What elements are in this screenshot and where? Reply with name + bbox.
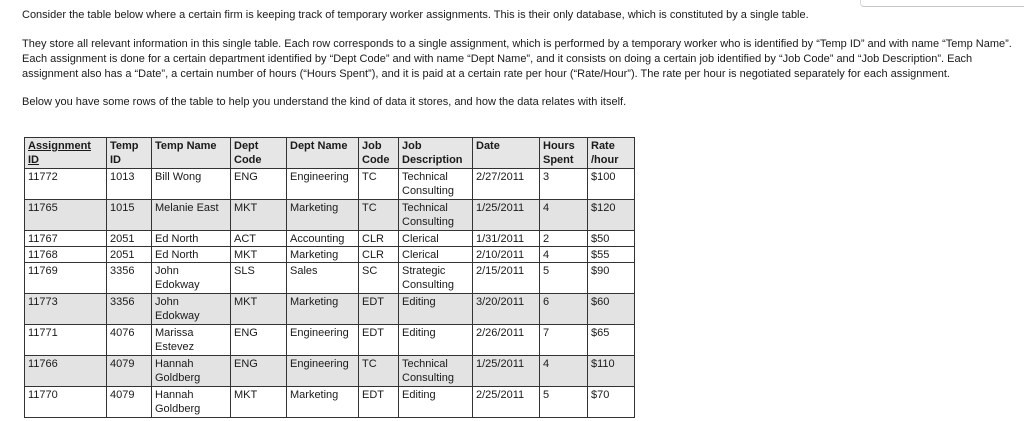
cell-job-code: TC <box>359 356 399 387</box>
cell-assignment-id: 11765 <box>25 200 107 231</box>
cell-job-description: Technical Consulting <box>399 200 473 231</box>
cell-assignment-id: 11772 <box>25 169 107 200</box>
table-row <box>25 169 635 200</box>
cell-hours-spent: 6 <box>540 294 588 325</box>
cell-job-description: Technical Consulting <box>399 356 473 387</box>
cell-temp-id: 3356 <box>107 294 152 325</box>
document-body <box>22 4 1012 110</box>
cell-rate-hour: $50 <box>588 231 635 247</box>
table-row <box>25 387 635 418</box>
cell-date: 3/20/2011 <box>473 294 540 325</box>
cell-dept-code: SLS <box>231 263 287 294</box>
cell-temp-id: 3356 <box>107 263 152 294</box>
header-rate-hour: Rate /hour <box>588 138 635 169</box>
cell-date: 1/25/2011 <box>473 356 540 387</box>
table-header-row <box>25 138 635 169</box>
header-dept-code: Dept Code <box>231 138 287 169</box>
cell-job-description: Clerical <box>399 231 473 247</box>
cell-rate-hour: $65 <box>588 325 635 356</box>
header-temp-name: Temp Name <box>152 138 231 169</box>
cell-assignment-id: 11768 <box>25 247 107 263</box>
table-row <box>25 294 635 325</box>
cell-temp-name: Bill Wong <box>152 169 231 200</box>
cell-job-code: EDT <box>359 387 399 418</box>
cell-hours-spent: 4 <box>540 356 588 387</box>
intro-paragraph-3: Below you have some rows of the table to help you understand the kind of data it stores, and how the data relates with itself. <box>22 96 627 108</box>
cell-dept-code: ENG <box>231 169 287 200</box>
cell-job-code: CLR <box>359 231 399 247</box>
header-hours-spent: Hours Spent <box>540 138 588 169</box>
cell-rate-hour: $70 <box>588 387 635 418</box>
cell-dept-name: Sales <box>287 263 359 294</box>
cell-dept-name: Marketing <box>287 247 359 263</box>
cell-rate-hour: $55 <box>588 247 635 263</box>
cell-assignment-id: 11766 <box>25 356 107 387</box>
cell-job-code: SC <box>359 263 399 294</box>
header-assignment-id: Assignment ID <box>25 138 107 169</box>
header-job-code: Job Code <box>359 138 399 169</box>
cell-dept-name: Marketing <box>287 387 359 418</box>
cell-hours-spent: 5 <box>540 387 588 418</box>
cell-dept-code: MKT <box>231 247 287 263</box>
cell-job-description: Editing <box>399 325 473 356</box>
cell-dept-name: Marketing <box>287 200 359 231</box>
cell-job-description: Editing <box>399 387 473 418</box>
cell-rate-hour: $120 <box>588 200 635 231</box>
cell-date: 2/26/2011 <box>473 325 540 356</box>
cell-rate-hour: $100 <box>588 169 635 200</box>
cell-assignment-id: 11767 <box>25 231 107 247</box>
table-row <box>25 356 635 387</box>
cell-temp-name: John Edokway <box>152 294 231 325</box>
cell-assignment-id: 11771 <box>25 325 107 356</box>
cell-temp-id: 1015 <box>107 200 152 231</box>
cell-date: 2/25/2011 <box>473 387 540 418</box>
cell-hours-spent: 5 <box>540 263 588 294</box>
cell-date: 1/25/2011 <box>473 200 540 231</box>
cell-date: 1/31/2011 <box>473 231 540 247</box>
cell-rate-hour: $110 <box>588 356 635 387</box>
cell-temp-name: Hannah Goldberg <box>152 356 231 387</box>
cell-job-description: Editing <box>399 294 473 325</box>
cell-temp-id: 4079 <box>107 356 152 387</box>
intro-paragraph-2: They store all relevant information in this single table. Each row corresponds to a single assignment, which is performed by a temporary worker who is identified by “Temp ID” and with name “Temp Name”. Each assignment is done for a certain department identified by “Dept Code” and with name “Dept Name”, and it consists on doing a certain job identified by “Job Code” and “Job Description”. Each assignment also has a “Date”, a certain number of hours (“Hours Spent”), and it is paid at a certain rate per hour (“Rate/Hour”). The rate per hour is negotiated separately for each assignment. <box>22 38 1012 80</box>
cell-temp-id: 4076 <box>107 325 152 356</box>
cell-assignment-id: 11770 <box>25 387 107 418</box>
cell-date: 2/27/2011 <box>473 169 540 200</box>
cell-hours-spent: 2 <box>540 231 588 247</box>
cell-temp-id: 1013 <box>107 169 152 200</box>
cell-job-description: Technical Consulting <box>399 169 473 200</box>
cell-job-code: CLR <box>359 247 399 263</box>
cell-dept-code: MKT <box>231 294 287 325</box>
cell-hours-spent: 3 <box>540 169 588 200</box>
cell-dept-code: ENG <box>231 356 287 387</box>
cell-job-code: EDT <box>359 325 399 356</box>
header-job-description: Job Description <box>399 138 473 169</box>
header-date: Date <box>473 138 540 169</box>
cell-job-description: Strategic Consulting <box>399 263 473 294</box>
cell-temp-id: 2051 <box>107 247 152 263</box>
cell-dept-name: Accounting <box>287 231 359 247</box>
cell-dept-code: ACT <box>231 231 287 247</box>
cell-temp-id: 4079 <box>107 387 152 418</box>
cell-temp-name: Ed North <box>152 247 231 263</box>
cell-rate-hour: $90 <box>588 263 635 294</box>
cell-assignment-id: 11769 <box>25 263 107 294</box>
header-dept-name: Dept Name <box>287 138 359 169</box>
cell-hours-spent: 7 <box>540 325 588 356</box>
cell-dept-name: Marketing <box>287 294 359 325</box>
table-row <box>25 231 635 247</box>
cell-date: 2/15/2011 <box>473 263 540 294</box>
cell-temp-name: Hannah Goldberg <box>152 387 231 418</box>
intro-paragraph-1: Consider the table below where a certain firm is keeping track of temporary worker assignments. This is their only database, which is constituted by a single table. <box>22 9 809 21</box>
cell-assignment-id: 11773 <box>25 294 107 325</box>
cell-dept-name: Engineering <box>287 325 359 356</box>
cell-rate-hour: $60 <box>588 294 635 325</box>
cell-temp-name: Marissa Estevez <box>152 325 231 356</box>
cell-dept-name: Engineering <box>287 169 359 200</box>
cell-job-code: TC <box>359 200 399 231</box>
table-row <box>25 200 635 231</box>
cell-job-description: Clerical <box>399 247 473 263</box>
cell-job-code: EDT <box>359 294 399 325</box>
cell-hours-spent: 4 <box>540 247 588 263</box>
cell-temp-name: John Edokway <box>152 263 231 294</box>
cell-dept-code: MKT <box>231 200 287 231</box>
table-row <box>25 263 635 294</box>
cell-dept-code: MKT <box>231 387 287 418</box>
cell-temp-name: Ed North <box>152 231 231 247</box>
cell-temp-id: 2051 <box>107 231 152 247</box>
cell-date: 2/10/2011 <box>473 247 540 263</box>
cell-hours-spent: 4 <box>540 200 588 231</box>
cell-temp-name: Melanie East <box>152 200 231 231</box>
assignments-table <box>24 137 635 418</box>
table-row <box>25 247 635 263</box>
cell-job-code: TC <box>359 169 399 200</box>
cell-dept-name: Engineering <box>287 356 359 387</box>
header-temp-id: Temp ID <box>107 138 152 169</box>
table-row <box>25 325 635 356</box>
cell-dept-code: ENG <box>231 325 287 356</box>
